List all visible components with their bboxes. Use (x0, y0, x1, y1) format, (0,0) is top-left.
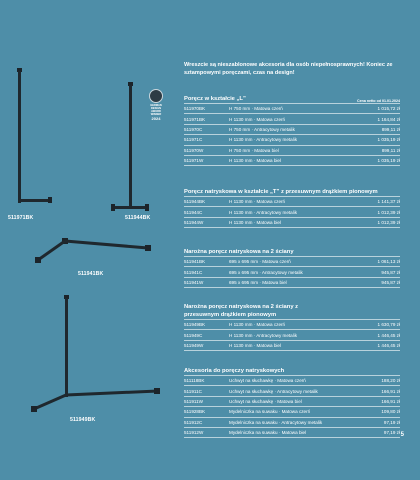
product-description: H 750 mm · Matowa czerń (229, 106, 283, 112)
product-table (184, 257, 400, 288)
product-code: 511949W (184, 342, 204, 348)
product-code: 511944C (184, 209, 203, 215)
product-price: 97,19 zł (383, 419, 400, 425)
product-code: 511971BK (184, 116, 206, 122)
product-price: 1 012,39 zł (377, 219, 400, 225)
table-row (184, 278, 400, 288)
product-code: 511912C (184, 419, 203, 425)
product-code: 511941BK (184, 259, 206, 265)
product-description: Uchwyt na słuchawkę · Matowa biel (229, 398, 302, 404)
product-code: 511911C (184, 388, 202, 394)
section-l-bar (184, 90, 400, 166)
product-description: 695 x 695 mm · Matowa czerń (229, 259, 291, 265)
product-price: 1 012,39 zł (377, 209, 400, 215)
product-price: 1 630,79 zł (377, 322, 400, 328)
product-price: 1 035,19 zł (377, 137, 400, 143)
product-code: 511928BK (184, 409, 206, 415)
product-description: H 1130 mm · Antracytowy metalik (229, 209, 298, 215)
product-description: Mydelniczka na suwaku · Antracytowy metalik (229, 419, 323, 425)
product-description: Mydelniczka na suwaku · Matowa biel (229, 430, 307, 436)
product-code: 511912W (184, 430, 204, 436)
product-description: Uchwyt na słuchawkę · Matowa czerń (229, 378, 306, 384)
product-code: 511941W (184, 279, 204, 285)
product-description: H 1130 mm · Antracytowy metalik (229, 332, 298, 338)
table-row (184, 125, 400, 135)
illustrations-panel (0, 0, 178, 480)
product-price: 1 164,84 zł (377, 116, 400, 122)
table-row (184, 114, 400, 124)
product-table (184, 197, 400, 228)
illustration-code-b: 511944BK (125, 215, 151, 221)
table-row (184, 397, 400, 407)
product-code: 511911W (184, 398, 203, 404)
product-description: Mydelniczka na suwaku · Matowa czerń (229, 409, 311, 415)
illustration-code-a: 511971BK (8, 215, 34, 221)
product-price: 97,19 zł (383, 430, 400, 436)
product-code: 511941C (184, 269, 203, 275)
product-price: 1 015,72 zł (377, 106, 400, 112)
product-price: 109,80 zł (381, 409, 400, 415)
product-price: 945,87 zł (381, 269, 400, 275)
product-description: Uchwyt na słuchawkę · Antracytowy metalik (229, 388, 318, 394)
product-table (184, 376, 400, 438)
table-row (184, 146, 400, 156)
product-price: 1 061,13 zł (377, 259, 400, 265)
section-header (184, 183, 400, 197)
illustration-code-c: 511941BK (78, 271, 104, 277)
product-code: 511949C (184, 332, 203, 338)
product-description: H 750 mm · Matowa biel (229, 147, 279, 153)
corner-grab-bar-vertical-image (30, 295, 162, 415)
product-price: 188,20 zł (381, 378, 400, 384)
table-row (184, 104, 400, 114)
section-t-bar (184, 183, 400, 228)
product-description: H 1130 mm · Matowa biel (229, 158, 281, 164)
product-price: 166,91 zł (381, 388, 400, 394)
product-description: H 1130 mm · Matowa biel (229, 219, 281, 225)
corner-grab-bar-image (34, 238, 154, 268)
product-description: H 750 mm · Antracytowy metalik (229, 126, 295, 132)
intro-text: Wreszcie są nieszablonowe akcesoria dla osób niepełnosprawnych! Koniec ze sztampowymi poręczami, czas na design! (184, 62, 393, 76)
l-shaped-grab-bar-image (14, 66, 54, 206)
price-column-header: Cena netto od 01.01.2024 (357, 98, 400, 103)
product-price: 1 446,45 zł (377, 332, 400, 338)
table-row (184, 428, 400, 438)
product-description: H 1130 mm · Matowa czerń (229, 199, 286, 205)
section-title: Narożna poręcz natryskowa na 2 ściany z przesuwnym drążkiem pionowym (184, 304, 299, 318)
page-number: 5 (400, 432, 404, 438)
table-row (184, 386, 400, 396)
table-row (184, 207, 400, 217)
product-description: 695 x 695 mm · Antracytowy metalik (229, 269, 303, 275)
table-row (184, 376, 400, 386)
product-price: 1 035,19 zł (377, 158, 400, 164)
section-title: Narożna poręcz natryskowa na 2 ściany (184, 249, 294, 255)
product-price: 899,11 zł (381, 126, 400, 132)
table-row (184, 218, 400, 228)
section-header (184, 364, 400, 376)
product-price: 945,87 zł (381, 279, 400, 285)
product-code: 511944BK (184, 199, 206, 205)
product-description: H 1130 mm · Antracytowy metalik (229, 137, 298, 143)
section-title: Poręcz w kształcie „L” (184, 96, 246, 102)
table-row (184, 267, 400, 277)
table-row (184, 418, 400, 428)
table-row (184, 257, 400, 267)
product-description: 695 x 695 mm · Matowa biel (229, 279, 287, 285)
t-shaped-grab-bar-image (110, 80, 150, 215)
section-title: Akcesoria do poręczy natryskowych (184, 368, 285, 374)
table-row (184, 197, 400, 207)
product-code: 511971C (184, 137, 203, 143)
section-corner-bar (184, 243, 400, 288)
product-code: 511949BK (184, 322, 206, 328)
section-corner-vertical-bar (184, 298, 400, 351)
illustration-code-d: 511949BK (70, 417, 96, 423)
table-row (184, 330, 400, 340)
product-code: 511944W (184, 219, 204, 225)
product-table (184, 104, 400, 166)
product-code: 511970W (184, 147, 204, 153)
award-badge-year: 2024 (151, 116, 161, 121)
section-header (184, 90, 400, 104)
product-table (184, 320, 400, 351)
table-row (184, 407, 400, 417)
section-accessories (184, 364, 400, 438)
table-row (184, 341, 400, 351)
table-row (184, 320, 400, 330)
section-header (184, 298, 400, 320)
product-description: H 1130 mm · Matowa biel (229, 342, 281, 348)
product-code: 511971W (184, 158, 204, 164)
product-price: 899,11 zł (381, 147, 400, 153)
product-code: 511970C (184, 126, 203, 132)
product-price: 1 141,37 zł (377, 199, 400, 205)
product-price: 166,91 zł (381, 398, 400, 404)
award-seal-icon (149, 89, 163, 103)
product-code: 511970BK (184, 106, 206, 112)
table-row (184, 135, 400, 145)
product-price: 1 446,45 zł (377, 342, 400, 348)
section-title: Poręcz natryskowa w kształcie „T” z przesuwnym drążkiem pionowym (184, 189, 378, 195)
award-badge-text: GERMAN DESIGN AWARD WINNER (150, 104, 162, 116)
section-header (184, 243, 400, 257)
product-description: H 1130 mm · Matowa czerń (229, 322, 286, 328)
table-row (184, 156, 400, 166)
product-code: 511118BK (184, 378, 205, 384)
product-description: H 1130 mm · Matowa czerń (229, 116, 286, 122)
